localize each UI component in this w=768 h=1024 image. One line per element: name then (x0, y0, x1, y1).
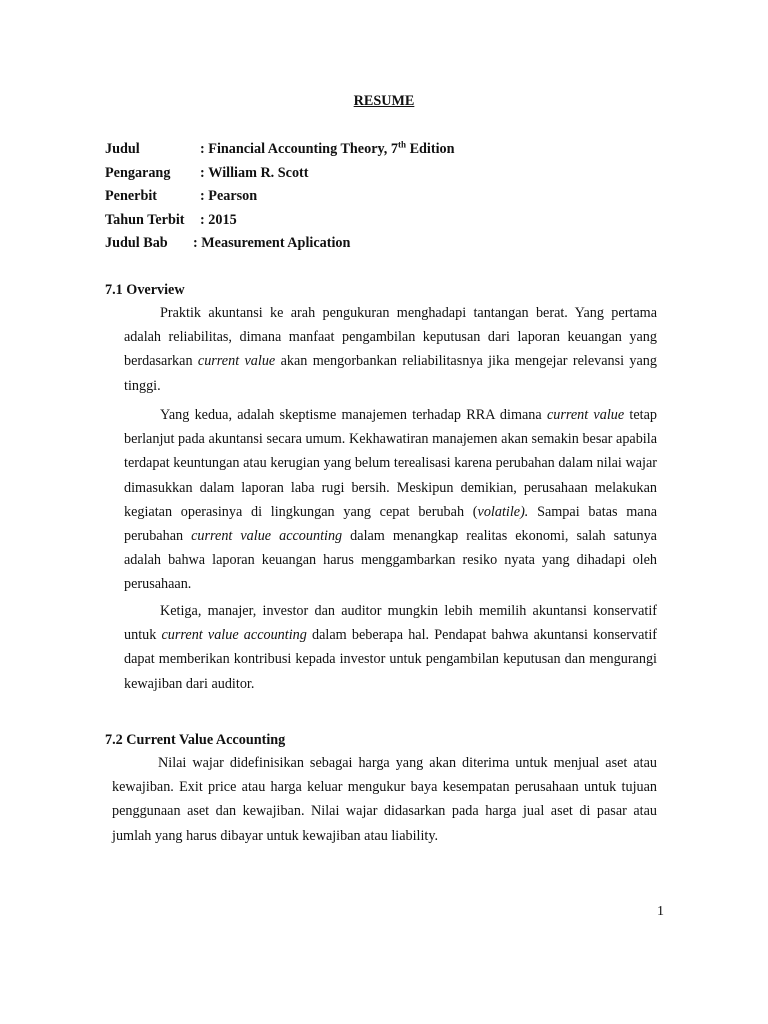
meta-row-tahun-terbit (105, 211, 455, 235)
book-metadata (105, 140, 455, 258)
section-heading-overview: 7.1 Overview (105, 282, 185, 298)
meta-row-pengarang (105, 164, 455, 188)
text-run: dalam beberapa hal. Pendapat bahwa akuntansi konservatif dapat memberikan kontribusi kepada investor untuk pengambilan keputusan dan mengurangi kewajiban dari auditor. (124, 627, 657, 692)
meta-separator: : (200, 141, 209, 157)
meta-separator: : (200, 211, 209, 228)
meta-row-judul-bab (105, 234, 455, 258)
text-run: akan mengorbankan reliabilitasnya jika mengejar relevansi yang tinggi. (124, 353, 657, 394)
page-title: RESUME (353, 93, 415, 109)
text-run: Ketiga, manajer, investor dan auditor mungkin lebih memilih akuntansi konservatif untuk (124, 603, 657, 644)
meta-value: Pearson (208, 188, 258, 204)
paragraph-fair-value (112, 751, 657, 848)
italic-term: current value (546, 407, 625, 423)
text-run: Yang kedua, adalah skeptisme manajemen terhadap RRA dimana (160, 407, 547, 423)
meta-value-text: Financial Accounting Theory, 7 (208, 141, 398, 157)
text-run: Nilai wajar didefinisikan sebagai harga yang akan diterima untuk menjual aset atau kewajiban. Exit price atau harga keluar mengukur baya kesempatan perusahaan untuk tujuan penggunaan aset dan kewajiban. Nilai wajar didasarkan pada harga jual aset di pasar atau jumlah yang harus dibayar untuk kewajiban atau liability. (112, 755, 657, 844)
meta-key: Pengarang (105, 164, 171, 181)
meta-row-judul (105, 140, 455, 164)
text-run: Praktik akuntansi ke arah pengukuran menghadapi tantangan berat. Yang pertama adalah reliabilitas, dimana manfaat pengambilan keputusan dari laporan keuangan yang berdasarkan (124, 305, 657, 370)
meta-value: Measurement Aplication (201, 235, 351, 251)
meta-key: Judul (105, 141, 140, 157)
meta-key: Judul Bab (105, 235, 168, 251)
paragraph-reliability (124, 301, 657, 398)
meta-key: Penerbit (105, 188, 158, 204)
meta-value: William R. Scott (208, 164, 309, 181)
meta-value-suffix: Edition (406, 141, 455, 157)
italic-term: current value accounting (191, 528, 343, 545)
italic-term: current value accounting (161, 627, 307, 644)
meta-value (208, 140, 454, 164)
text-run: Sampai batas mana perubahan (124, 503, 658, 545)
meta-row-penerbit (105, 187, 455, 211)
meta-separator: : (193, 235, 202, 251)
text-run: tetap berlanjut pada akuntansi secara umum. Kekhawatiran manajemen akan semakin besar apabila terdapat keuntungan atau kerugian yang belum terealisasi karena perubahan dalam nilai wajar dimasukkan dalam laporan laba rugi bersih. Meskipun demikian, perusahaan melakukan kegiatan operasinya di lingkungan yang cepat berubah ( (124, 407, 658, 520)
meta-separator: : (200, 188, 209, 204)
paragraph-management-skepticism (124, 403, 657, 597)
paragraph-conservative-accounting (124, 599, 657, 696)
italic-term: current value (197, 353, 276, 370)
meta-separator: : (200, 164, 209, 181)
edition-superscript: th (398, 139, 407, 150)
meta-key: Tahun Terbit (105, 211, 185, 228)
section-heading-current-value-accounting: 7.2 Current Value Accounting (105, 732, 286, 748)
text-run: dalam menangkap realitas ekonomi, salah satunya adalah bahwa laporan keuangan harus menggambarkan resiko nyata yang dihadapi oleh perusahaan. (124, 528, 657, 593)
italic-term: volatile). (477, 503, 529, 520)
meta-value: 2015 (208, 211, 237, 228)
page-number: 1 (657, 904, 664, 919)
